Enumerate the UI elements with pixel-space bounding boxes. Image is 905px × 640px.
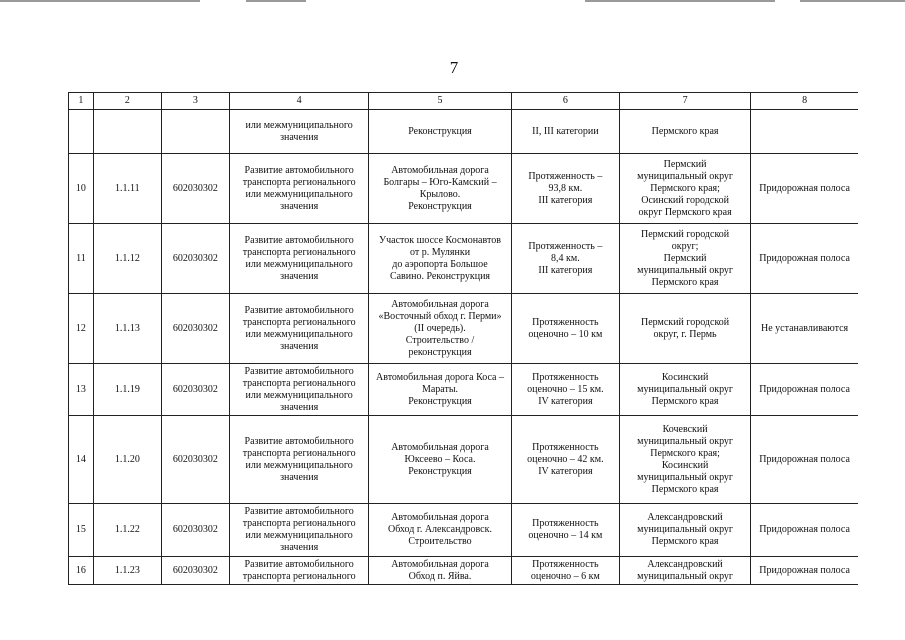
table-row bbox=[69, 557, 859, 585]
cell-line: Автомобильная дорога bbox=[391, 512, 489, 523]
cell-line: Пермского края bbox=[651, 125, 719, 137]
row-characteristics bbox=[511, 110, 619, 154]
cell-line: Пермского края bbox=[651, 395, 719, 407]
cell-line: округ; bbox=[671, 240, 699, 252]
row-code: 1.1.22 bbox=[93, 504, 161, 557]
row-kbk: 602030302 bbox=[161, 416, 229, 504]
row-kbk: 602030302 bbox=[161, 294, 229, 364]
row-number: 15 bbox=[69, 504, 94, 557]
cell-line: Автомобильная дорога bbox=[391, 441, 489, 453]
row-program bbox=[229, 416, 368, 504]
cell-line: оценочно – 15 км. bbox=[527, 383, 604, 395]
cell-line: транспорта регионального bbox=[242, 316, 356, 328]
cell-line: или межмуниципального bbox=[245, 389, 353, 401]
page-number: 7 bbox=[449, 58, 459, 77]
cell-line: муниципальный округ bbox=[637, 435, 734, 447]
cell-line: Протяженность bbox=[532, 518, 599, 529]
cell-line: транспорта регионального bbox=[242, 246, 356, 258]
cell-line: Протяженность bbox=[532, 558, 599, 570]
cell-line: Обход п. Яйва. bbox=[408, 570, 472, 582]
cell-line: Реконструкция bbox=[408, 395, 472, 407]
cell-line: реконструкция bbox=[408, 346, 472, 358]
row-zone: Придорожная полоса bbox=[751, 224, 858, 294]
column-header-1: 1 bbox=[69, 93, 94, 110]
row-kbk: 602030302 bbox=[161, 557, 229, 585]
cell-line: Развитие автомобильного bbox=[244, 304, 354, 316]
cell-line: Автомобильная дорога bbox=[391, 558, 489, 570]
row-number: 12 bbox=[69, 294, 94, 364]
cell-line: Развитие автомобильного bbox=[244, 506, 354, 517]
cell-line: или межмуниципального bbox=[245, 258, 353, 270]
cell-line: Автомобильная дорога bbox=[391, 298, 489, 310]
column-header-8: 8 bbox=[751, 93, 858, 110]
row-number: 14 bbox=[69, 416, 94, 504]
row-program bbox=[229, 224, 368, 294]
cell-line: Пермского края bbox=[651, 536, 719, 547]
row-program bbox=[229, 110, 368, 154]
row-location bbox=[620, 504, 751, 557]
row-object bbox=[369, 224, 511, 294]
cell-line: Осинский городской bbox=[641, 194, 729, 206]
row-number: 11 bbox=[69, 224, 94, 294]
row-zone: Придорожная полоса bbox=[751, 154, 858, 224]
row-object bbox=[369, 294, 511, 364]
cell-line: Крылово. bbox=[419, 188, 461, 200]
cell-line: Пермский городской bbox=[641, 316, 730, 328]
cell-line: Кочевский bbox=[662, 423, 708, 435]
table-row bbox=[69, 416, 859, 504]
row-characteristics bbox=[511, 154, 619, 224]
table-row bbox=[69, 110, 859, 154]
row-program bbox=[229, 364, 368, 416]
cell-line: муниципальный округ bbox=[637, 570, 734, 582]
cell-line: оценочно – 6 км bbox=[530, 570, 600, 582]
row-characteristics bbox=[511, 504, 619, 557]
cell-line: Автомобильная дорога bbox=[391, 164, 489, 176]
cell-line: или межмуниципального bbox=[245, 119, 353, 131]
cell-line: Александровский bbox=[647, 512, 723, 523]
row-program bbox=[229, 557, 368, 585]
row-location bbox=[620, 557, 751, 585]
row-kbk bbox=[161, 110, 229, 154]
cell-line: округ Пермского края bbox=[638, 206, 732, 218]
cell-line: Участок шоссе Космонавтов bbox=[379, 234, 501, 246]
cell-line: от р. Мулянки bbox=[409, 246, 471, 258]
row-zone bbox=[751, 110, 858, 154]
cell-line: муниципальный округ bbox=[637, 264, 734, 276]
cell-line: значения bbox=[280, 200, 319, 212]
row-characteristics bbox=[511, 224, 619, 294]
cell-line: муниципальный округ bbox=[637, 170, 734, 182]
cell-line: Протяженность bbox=[532, 316, 599, 328]
row-zone: Придорожная полоса bbox=[751, 416, 858, 504]
row-characteristics bbox=[511, 294, 619, 364]
cell-line: Косинский bbox=[661, 459, 709, 471]
row-object bbox=[369, 154, 511, 224]
territorial-planning-table bbox=[68, 92, 858, 585]
cell-line: или межмуниципального bbox=[245, 328, 353, 340]
cell-line: IV категория bbox=[538, 395, 593, 407]
cell-line: II, III категории bbox=[532, 125, 599, 137]
row-program bbox=[229, 504, 368, 557]
cell-line: Савино. Реконструкция bbox=[389, 270, 491, 282]
row-code: 1.1.11 bbox=[93, 154, 161, 224]
table-row bbox=[69, 154, 859, 224]
row-object bbox=[369, 364, 511, 416]
row-location bbox=[620, 364, 751, 416]
column-header-7: 7 bbox=[620, 93, 751, 110]
row-location bbox=[620, 154, 751, 224]
row-number: 16 bbox=[69, 557, 94, 585]
table-row bbox=[69, 224, 859, 294]
cell-line: Пермского края; bbox=[650, 447, 720, 459]
row-characteristics bbox=[511, 364, 619, 416]
cell-line: значения bbox=[280, 401, 319, 413]
cell-line: «Восточный обход г. Перми» bbox=[378, 310, 502, 322]
row-code: 1.1.13 bbox=[93, 294, 161, 364]
cell-line: Реконструкция bbox=[408, 465, 472, 477]
cell-line: транспорта регионального bbox=[242, 176, 356, 188]
cell-line: муниципальный округ bbox=[637, 471, 734, 483]
cell-line: Пермского края; bbox=[650, 182, 720, 194]
row-object bbox=[369, 416, 511, 504]
cell-line: 93,8 км. bbox=[548, 182, 583, 194]
cell-line: Развитие автомобильного bbox=[244, 365, 354, 377]
cell-line: Пермский bbox=[663, 158, 707, 170]
cell-line: Пермский городской bbox=[641, 228, 730, 240]
row-characteristics bbox=[511, 557, 619, 585]
row-code: 1.1.20 bbox=[93, 416, 161, 504]
scan-edge-artifact bbox=[0, 0, 905, 3]
cell-line: значения bbox=[280, 471, 319, 483]
cell-line: III категория bbox=[538, 194, 593, 206]
row-number: 10 bbox=[69, 154, 94, 224]
row-program bbox=[229, 154, 368, 224]
cell-line: Развитие автомобильного bbox=[244, 234, 354, 246]
cell-line: до аэропорта Большое bbox=[392, 258, 488, 270]
cell-line: Реконструкция bbox=[408, 200, 472, 212]
row-code: 1.1.23 bbox=[93, 557, 161, 585]
cell-line: муниципальный округ bbox=[637, 383, 734, 395]
cell-line: транспорта регионального bbox=[242, 518, 356, 529]
row-zone: Придорожная полоса bbox=[751, 504, 858, 557]
cell-line: округ, г. Пермь bbox=[653, 328, 717, 340]
cell-line: Автомобильная дорога Коса – bbox=[376, 371, 504, 383]
cell-line: или межмуниципального bbox=[245, 459, 353, 471]
cell-line: оценочно – 10 км bbox=[528, 328, 603, 340]
cell-line: оценочно – 14 км bbox=[528, 530, 603, 541]
row-code: 1.1.19 bbox=[93, 364, 161, 416]
cell-line: 8,4 км. bbox=[551, 252, 580, 264]
table-header-row bbox=[69, 93, 859, 110]
row-location bbox=[620, 294, 751, 364]
table-row bbox=[69, 294, 859, 364]
row-program bbox=[229, 294, 368, 364]
cell-line: значения bbox=[280, 270, 319, 282]
row-kbk: 602030302 bbox=[161, 504, 229, 557]
cell-line: Пермского края bbox=[651, 276, 719, 288]
cell-line: Косинский bbox=[661, 371, 709, 383]
cell-line: транспорта регионального bbox=[242, 570, 356, 582]
cell-line: Развитие автомобильного bbox=[244, 435, 354, 447]
row-kbk: 602030302 bbox=[161, 154, 229, 224]
cell-line: или межмуниципального bbox=[245, 188, 353, 200]
row-code: 1.1.12 bbox=[93, 224, 161, 294]
cell-line: муниципальный округ bbox=[637, 524, 734, 535]
column-header-2: 2 bbox=[93, 93, 161, 110]
cell-line: Развитие автомобильного bbox=[244, 164, 354, 176]
row-object bbox=[369, 504, 511, 557]
cell-line: Пермского края bbox=[651, 483, 719, 495]
row-code bbox=[93, 110, 161, 154]
row-zone: Не устанавливаются bbox=[751, 294, 858, 364]
row-zone: Придорожная полоса bbox=[751, 557, 858, 585]
row-object bbox=[369, 557, 511, 585]
cell-line: (II очередь). bbox=[414, 322, 466, 334]
cell-line: транспорта регионального bbox=[242, 447, 356, 459]
cell-line: Протяженность bbox=[532, 441, 599, 453]
cell-line: Реконструкция bbox=[408, 125, 472, 137]
cell-line: Протяженность – bbox=[528, 240, 603, 252]
cell-line: значения bbox=[280, 542, 319, 553]
cell-line: Мараты. bbox=[421, 383, 459, 395]
cell-line: Обход г. Александровск. bbox=[388, 524, 492, 535]
cell-line: Протяженность bbox=[532, 371, 599, 383]
cell-line: оценочно – 42 км. bbox=[527, 453, 604, 465]
row-number bbox=[69, 110, 94, 154]
cell-line: Юксеево – Коса. bbox=[404, 453, 476, 465]
cell-line: или межмуниципального bbox=[245, 530, 353, 541]
cell-line: значения bbox=[280, 340, 319, 352]
row-kbk: 602030302 bbox=[161, 364, 229, 416]
cell-line: Строительство bbox=[408, 536, 472, 547]
cell-line: Протяженность – bbox=[528, 170, 603, 182]
row-location bbox=[620, 416, 751, 504]
cell-line: Строительство / bbox=[405, 334, 475, 346]
column-header-4: 4 bbox=[229, 93, 368, 110]
cell-line: транспорта регионального bbox=[242, 377, 356, 389]
column-header-5: 5 bbox=[369, 93, 511, 110]
column-header-6: 6 bbox=[511, 93, 619, 110]
cell-line: Александровский bbox=[647, 558, 723, 570]
cell-line: III категория bbox=[538, 264, 593, 276]
cell-line: Развитие автомобильного bbox=[244, 558, 354, 570]
cell-line: IV категория bbox=[538, 465, 593, 477]
column-header-3: 3 bbox=[161, 93, 229, 110]
cell-line: значения bbox=[280, 131, 319, 143]
cell-line: Болгары – Юго-Камский – bbox=[383, 176, 497, 188]
row-zone: Придорожная полоса bbox=[751, 364, 858, 416]
row-object bbox=[369, 110, 511, 154]
row-number: 13 bbox=[69, 364, 94, 416]
table-row bbox=[69, 364, 859, 416]
row-kbk: 602030302 bbox=[161, 224, 229, 294]
row-characteristics bbox=[511, 416, 619, 504]
cell-line: Пермский bbox=[663, 252, 707, 264]
row-location bbox=[620, 224, 751, 294]
row-location bbox=[620, 110, 751, 154]
table-row bbox=[69, 504, 859, 557]
